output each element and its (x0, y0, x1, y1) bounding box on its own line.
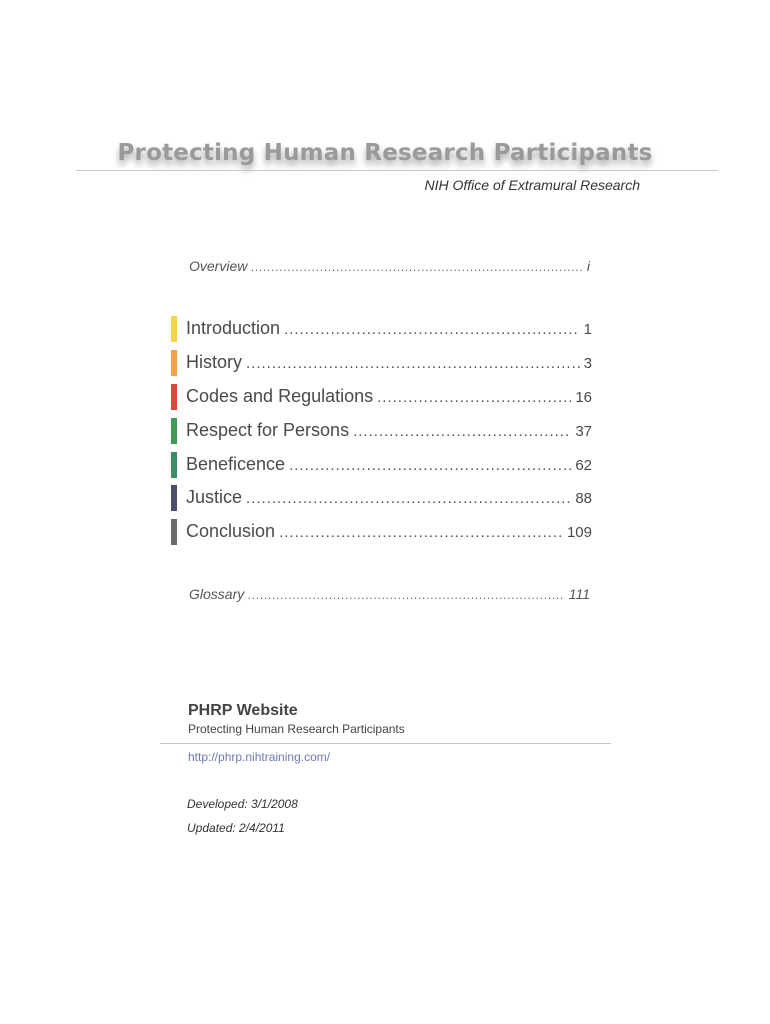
toc-entry-glossary[interactable] (189, 586, 590, 602)
toc-page-number: 62 (575, 457, 592, 474)
toc-label: Respect for Persons (186, 420, 350, 440)
dot-leader (284, 321, 580, 338)
document-subtitle: NIH Office of Extramural Research (424, 177, 640, 193)
dot-leader (353, 423, 571, 440)
toc-entry-overview[interactable] (189, 258, 590, 274)
chapter-color-bar (171, 316, 177, 342)
toc-label: History (186, 352, 243, 372)
toc-entry-introduction[interactable] (186, 318, 592, 339)
toc-page-number: 16 (575, 389, 592, 406)
chapter-color-bar (171, 452, 177, 478)
toc-entry-respect-for-persons[interactable] (186, 420, 592, 441)
chapter-color-bar (171, 350, 177, 376)
developed-date: Developed: 3/1/2008 (187, 797, 298, 811)
toc-entry-codes-and-regulations[interactable] (186, 386, 592, 407)
title-divider (76, 170, 718, 171)
toc-entry-conclusion[interactable] (186, 521, 592, 542)
toc-page-number: 109 (566, 524, 592, 541)
updated-date: Updated: 2/4/2011 (187, 821, 285, 835)
toc-label: Overview (189, 258, 248, 274)
toc-page-number: i (586, 258, 590, 274)
dot-leader (279, 524, 563, 541)
dot-leader (248, 590, 564, 602)
chapter-color-bar (171, 519, 177, 545)
toc-label: Introduction (186, 318, 281, 338)
dot-leader (377, 389, 571, 406)
chapter-color-bar (171, 485, 177, 511)
toc-page-number: 1 (583, 321, 592, 338)
toc-entry-history[interactable] (186, 352, 592, 373)
website-link[interactable]: http://phrp.nihtraining.com/ (188, 750, 331, 764)
dot-leader (289, 457, 571, 474)
toc-label: Beneficence (186, 454, 286, 474)
dot-leader (246, 490, 571, 507)
document-title: Protecting Human Research Participants (117, 140, 653, 166)
toc-label: Glossary (189, 586, 245, 602)
toc-label: Codes and Regulations (186, 386, 374, 406)
website-divider (160, 743, 611, 744)
website-subtitle: Protecting Human Research Participants (188, 722, 405, 736)
dot-leader (251, 262, 583, 274)
toc-page-number: 37 (575, 423, 592, 440)
toc-page-number: 3 (583, 355, 592, 372)
chapter-color-bar (171, 384, 177, 410)
toc-entry-justice[interactable] (186, 487, 592, 508)
website-title: PHRP Website (188, 702, 298, 719)
toc-label: Justice (186, 487, 243, 507)
chapter-color-bar (171, 418, 177, 444)
dot-leader (246, 355, 580, 372)
toc-page-number: 88 (575, 490, 592, 507)
toc-page-number: 111 (568, 586, 590, 602)
toc-entry-beneficence[interactable] (186, 454, 592, 475)
toc-label: Conclusion (186, 521, 276, 541)
